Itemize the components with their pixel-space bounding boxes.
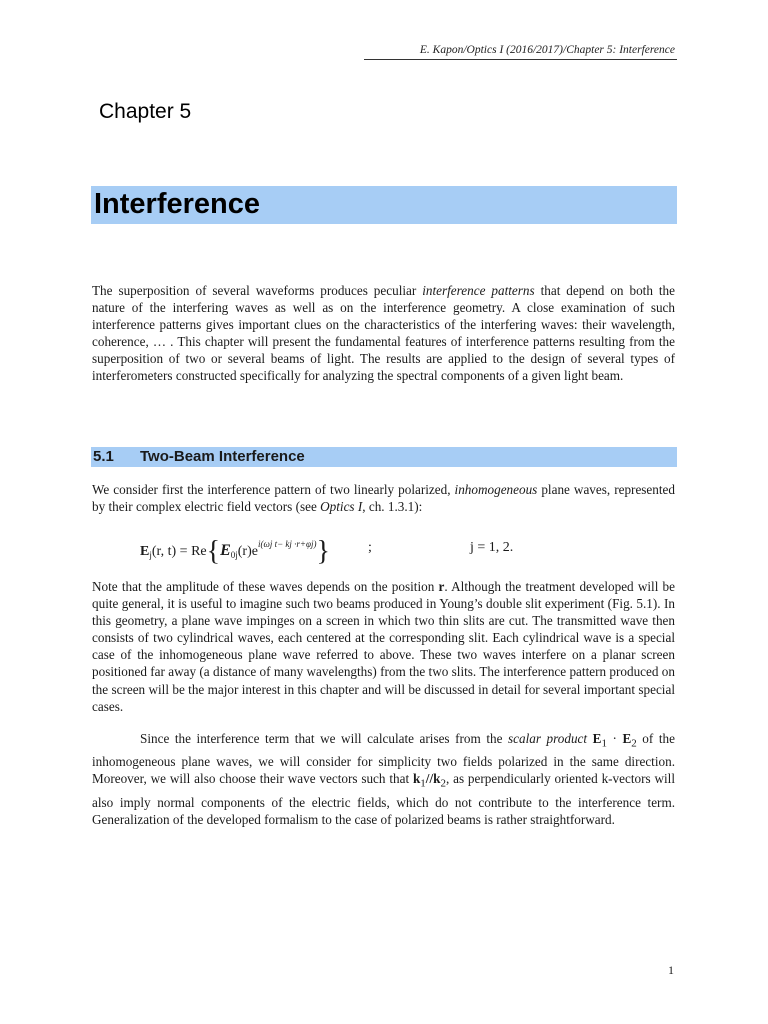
intro-text-2: that depend on both the nature of the interfering waves as well as on the interference geometry. A close examination of such interference patterns gives important clues on the characteristics of the interfering waves: their wavelength, coherence, … . This chapter will present the fundamental features of interference patterns resulting from the superposition of two or several beams of light. The results are applied to the design of several types of interferometers constructed specifically for analyzing the spectral components of a given light beam. — [92, 283, 675, 384]
p3-dot: · — [606, 731, 623, 746]
p3-sub-4: 2 — [440, 778, 446, 791]
intro-emphasis: interference patterns — [422, 283, 535, 298]
intro-paragraph — [92, 282, 675, 385]
chapter-label: Chapter 5 — [99, 100, 192, 123]
p1-emphasis-2: Optics I — [320, 499, 363, 515]
header-rule — [364, 59, 677, 60]
p3-bold-e2: E — [622, 731, 632, 746]
chapter-title: Interference — [94, 188, 261, 220]
paragraph-3 — [92, 730, 675, 828]
p1-emphasis-1: inhomogeneous — [454, 482, 538, 497]
p2-bold-r: r — [438, 579, 445, 594]
p3-text-1: Since the interference term that we will calculate arises from the — [140, 731, 508, 746]
p2-text-2: . Although the treatment developed will be quite general, it is useful to imagine such two beams produced in Young’s double slit experiment (Fig. 5.1). In this geometry, a plane wave impinges on a screen in which two thin slits are cut. The transmitted wave then consists of two cylindrical waves, each centered at the corresponding slit. Each cylindrical wave is a special case of the inhomogeneous plane wave referred to above. These two waves interfere on a planar screen positioned far away (a distance of many wavelengths) from the two slits. The interference pattern produced on the screen will be the major interest in this chapter and will be discussed in detail for several important special cases. — [92, 579, 675, 714]
eq-open-brace: { — [206, 536, 221, 567]
running-header: E. Kapon/Optics I (2016/2017)/Chapter 5: Interference — [419, 44, 675, 56]
eq-close-brace: } — [316, 536, 330, 567]
field-equation — [140, 530, 560, 567]
eq-lhs-sub: j — [149, 550, 152, 560]
p3-sub-1: 1 — [601, 737, 607, 750]
chapter-title-bar — [91, 186, 677, 224]
eq-field-arg: (r)e — [237, 544, 258, 559]
page-number: 1 — [668, 963, 674, 977]
section-number: 5.1 — [93, 448, 114, 465]
p1-text-2: plane waves, represented by their complex electric field vectors (see — [92, 482, 675, 515]
equation-expression — [140, 536, 330, 568]
p3-emphasis: scalar product — [508, 731, 588, 746]
p2-text-1: Note that the amplitude of these waves depends on the position — [92, 579, 439, 594]
p1-text-1: We consider first the interference pattern of two linearly polarized, — [92, 482, 455, 497]
eq-lhs-args: (r, t) = Re — [151, 544, 207, 559]
p3-sub-2: 2 — [631, 737, 637, 750]
equation-index-range: j = 1, 2. — [470, 540, 514, 555]
p3-text-2: of the inhomogeneous plane waves, we will consider for simplicity two fields polarized in the same direction. Moreover, we will also choose their wave vectors such that — [92, 731, 675, 787]
eq-lhs: E — [140, 544, 150, 559]
p3-parallel: // — [425, 771, 434, 787]
p3-bold-k1: k — [412, 771, 421, 787]
eq-field-sub: 0j — [230, 550, 238, 560]
section-title: Two-Beam Interference — [140, 448, 305, 465]
eq-exponent: i(ωj t− kj ·r+φj) — [257, 539, 317, 549]
equation-separator: ; — [368, 540, 372, 555]
intro-text-1: The superposition of several waveforms produces peculiar — [92, 283, 423, 298]
paragraph-1 — [92, 481, 675, 515]
p3-sub-3: 1 — [420, 778, 426, 791]
p1-text-3: , ch. 1.3.1): — [362, 499, 423, 515]
paragraph-2 — [92, 578, 675, 715]
eq-script-field: E — [220, 542, 231, 559]
p3-bold-e1: E — [592, 731, 602, 746]
p3-bold-k2: k — [433, 771, 441, 787]
p3-text-3: , as perpendicularly oriented k-vectors will also imply normal components of the electric fields, which do not contribute to the interference term. Generalization of the developed formalism to the case of polarized beams is rather straightforward. — [92, 771, 675, 827]
section-heading-bar — [91, 447, 677, 467]
